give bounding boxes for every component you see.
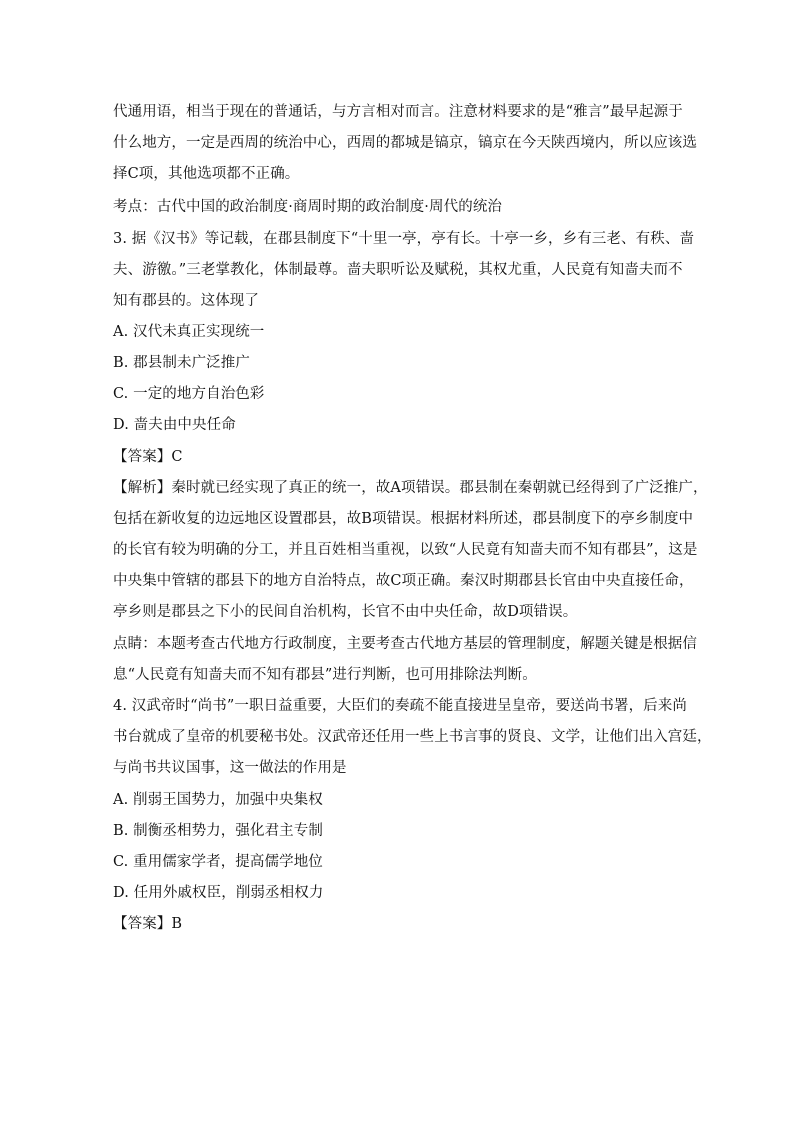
paragraph-line: 什么地方，一定是西周的统治中心，西周的都城是镐京，镐京在今天陕西境内，所以应该选 <box>113 135 697 151</box>
commentary-line: 点睛：本题考查古代地方行政制度，主要考查古代地方基层的管理制度，解题关键是根据信 <box>113 636 697 652</box>
paragraph-line: 代通用语，相当于现在的普通话，与方言相对而言。注意材料要求的是“雅言”最早起源于 <box>113 104 683 120</box>
option-a: A. 汉代未真正实现统一 <box>113 324 265 340</box>
option-d: D. 啬夫由中央任命 <box>113 417 236 433</box>
exam-point-line: 考点：古代中国的政治制度·商周时期的政治制度·周代的统治 <box>113 199 503 215</box>
analysis-line: 中央集中管辖的郡县下的地方自治特点，故C项正确。秦汉时期郡县长官由中央直接任命， <box>113 573 694 589</box>
answer-line: 【答案】C <box>113 449 183 465</box>
question-4-stem: 4. 汉武帝时“尚书”一职日益重要，大臣们的奏疏不能直接进呈皇帝，要送尚书署，后来尚 <box>113 698 687 714</box>
answer-line: 【答案】B <box>113 916 183 932</box>
option-c: C. 重用儒家学者，提高儒学地位 <box>113 854 323 870</box>
option-a: A. 削弱王国势力，加强中央集权 <box>113 792 323 808</box>
question-4-stem: 与尚书共议国事，这一做法的作用是 <box>113 760 347 776</box>
question-3-stem: 夫、游徼。”三老掌教化，体制最尊。啬夫职听讼及赋税，其权尤重，人民竟有知啬夫而不 <box>113 262 683 278</box>
option-d: D. 任用外戚权臣，削弱丞相权力 <box>113 885 324 901</box>
question-3-stem: 3. 据《汉书》等记载，在郡县制度下“十里一亭，亭有长。十亭一乡，乡有三老、有秩、啬 <box>113 231 695 247</box>
analysis-line: 包括在新收复的边远地区设置郡县，故B项错误。根据材料所述，郡县制度下的亭乡制度中 <box>113 511 694 527</box>
commentary-line: 息“人民竟有知啬夫而不知有郡县”进行判断，也可用排除法判断。 <box>113 667 537 683</box>
question-4-stem: 书台就成了皇帝的机要秘书处。汉武帝还任用一些上书言事的贤良、文学，让他们出入宫廷， <box>113 729 712 745</box>
option-c: C. 一定的地方自治色彩 <box>113 386 265 402</box>
question-3-stem: 知有郡县的。这体现了 <box>113 293 259 309</box>
option-b: B. 制衡丞相势力，强化君主专制 <box>113 823 323 839</box>
analysis-line: 【解析】秦时就已经实现了真正的统一，故A项错误。郡县制在秦朝就已经得到了广泛推广， <box>113 480 708 496</box>
option-b: B. 郡县制未广泛推广 <box>113 355 250 371</box>
analysis-line: 的长官有较为明确的分工，并且百姓相当重视，以致“人民竟有知啬夫而不知有郡县”，这是 <box>113 542 698 558</box>
paragraph-line: 择C项，其他选项都不正确。 <box>113 166 300 182</box>
analysis-line: 亭乡则是郡县之下小的民间自治机构，长官不由中央任命，故D项错误。 <box>113 604 578 620</box>
